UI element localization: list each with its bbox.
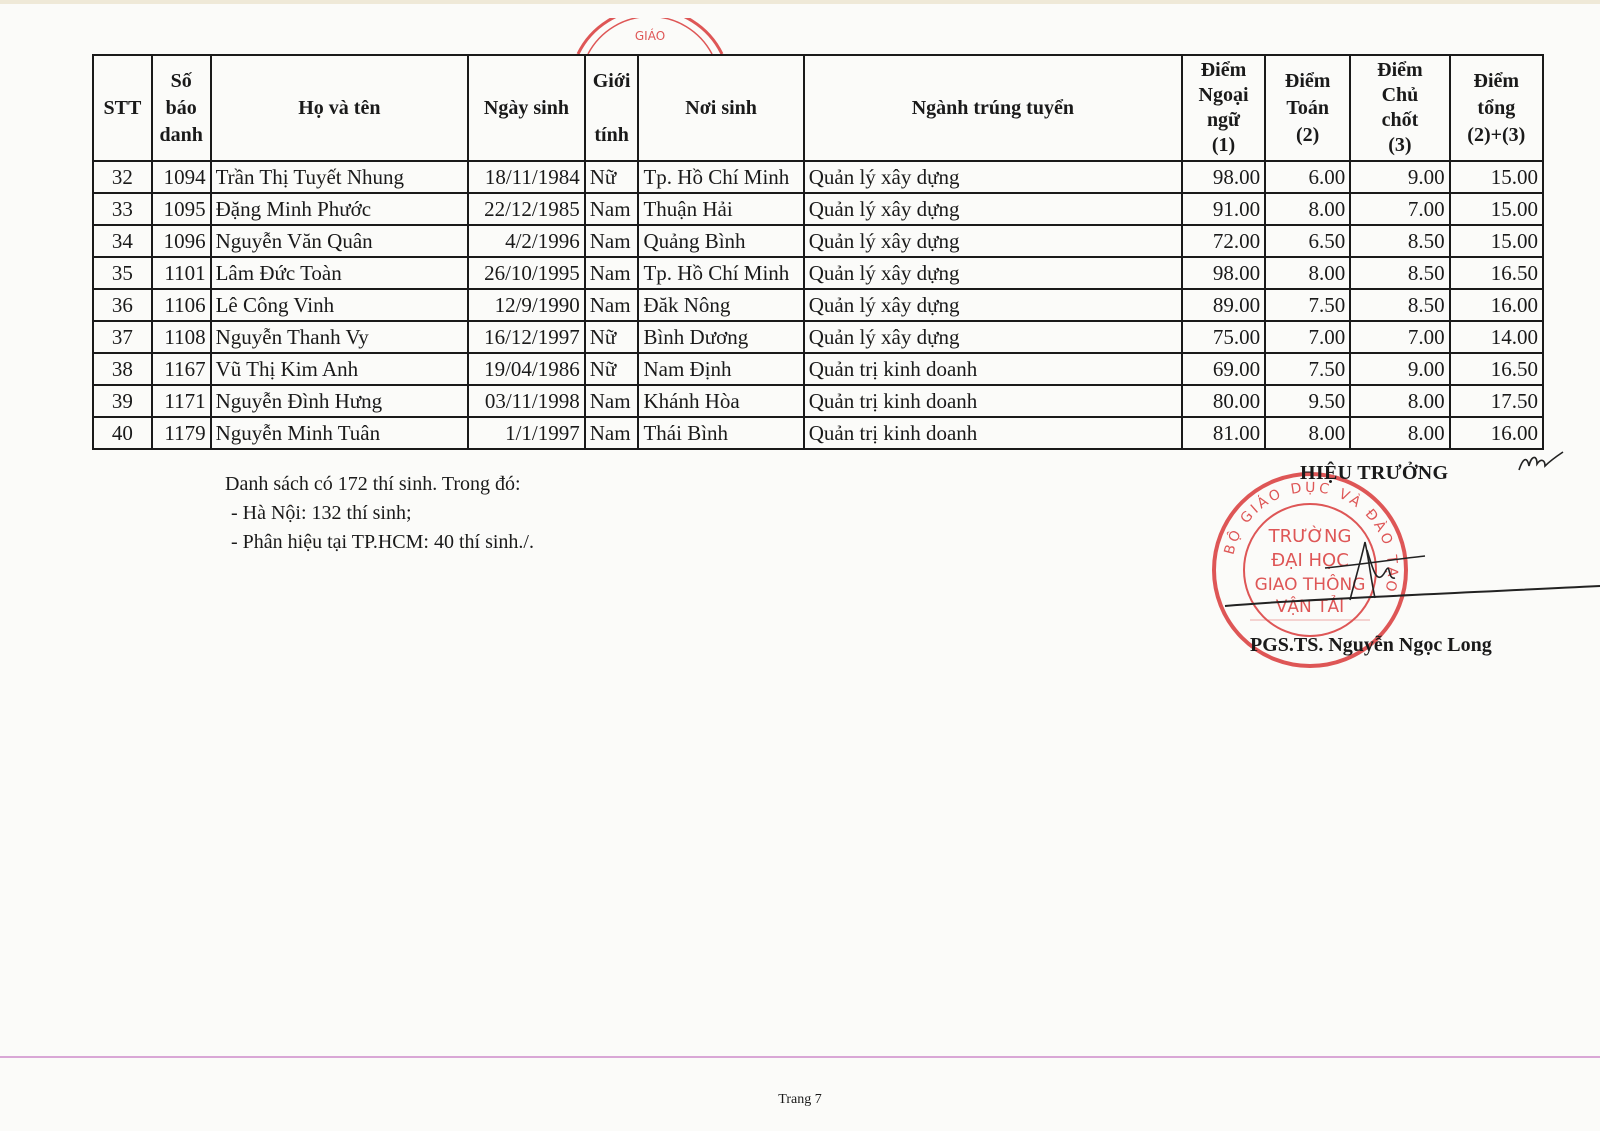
cell-stt: 33 [93, 193, 152, 225]
cell-math: 6.00 [1265, 161, 1350, 193]
table-row [93, 385, 1543, 417]
cell-name: Lâm Đức Toàn [211, 257, 469, 289]
cell-birthplace: Quảng Bình [638, 225, 803, 257]
cell-stt: 35 [93, 257, 152, 289]
cell-total: 15.00 [1450, 161, 1543, 193]
table-row [93, 321, 1543, 353]
cell-sbd: 1171 [152, 385, 211, 417]
cell-core: 8.00 [1350, 417, 1449, 449]
cell-birthplace: Bình Dương [638, 321, 803, 353]
header-diem-ngoai-ngu: Điểm Ngoại ngữ (1) [1182, 55, 1265, 161]
cell-major: Quản lý xây dựng [804, 193, 1182, 225]
cell-birthplace: Đăk Nông [638, 289, 803, 321]
header-so-bao-danh: Số báo danh [152, 55, 211, 161]
cell-foreign-lang: 81.00 [1182, 417, 1265, 449]
scan-edge [0, 0, 1600, 4]
cell-stt: 34 [93, 225, 152, 257]
cell-birthplace: Thái Bình [638, 417, 803, 449]
admission-results-table [92, 54, 1544, 450]
header-ngay-sinh: Ngày sinh [468, 55, 585, 161]
cell-name: Vũ Thị Kim Anh [211, 353, 469, 385]
cell-core: 7.00 [1350, 321, 1449, 353]
header-diem-toan: Điểm Toán (2) [1265, 55, 1350, 161]
table-row [93, 257, 1543, 289]
cell-gender: Nữ [585, 161, 639, 193]
cell-birthplace: Tp. Hồ Chí Minh [638, 161, 803, 193]
footer-rule [0, 1056, 1600, 1058]
cell-major: Quản trị kinh doanh [804, 417, 1182, 449]
header-nganh: Ngành trúng tuyển [804, 55, 1182, 161]
handwritten-signature [1215, 520, 1600, 630]
cell-gender: Nam [585, 257, 639, 289]
cell-gender: Nam [585, 225, 639, 257]
table-row [93, 161, 1543, 193]
cell-foreign-lang: 89.00 [1182, 289, 1265, 321]
cell-major: Quản lý xây dựng [804, 161, 1182, 193]
table-row [93, 193, 1543, 225]
cell-sbd: 1096 [152, 225, 211, 257]
seal-line-3: GIAO THÔNG [1254, 575, 1366, 595]
cell-dob: 26/10/1995 [468, 257, 585, 289]
cell-math: 7.50 [1265, 289, 1350, 321]
cell-dob: 12/9/1990 [468, 289, 585, 321]
cell-foreign-lang: 91.00 [1182, 193, 1265, 225]
cell-sbd: 1106 [152, 289, 211, 321]
cell-sbd: 1101 [152, 257, 211, 289]
cell-name: Trần Thị Tuyết Nhung [211, 161, 469, 193]
cell-major: Quản trị kinh doanh [804, 385, 1182, 417]
header-stt: STT [93, 55, 152, 161]
cell-foreign-lang: 69.00 [1182, 353, 1265, 385]
cell-stt: 32 [93, 161, 152, 193]
initials-mark [1515, 448, 1565, 476]
cell-gender: Nam [585, 385, 639, 417]
table-header-row [93, 55, 1543, 161]
seal-line-1: TRƯỜNG [1268, 526, 1352, 547]
cell-major: Quản lý xây dựng [804, 257, 1182, 289]
cell-foreign-lang: 75.00 [1182, 321, 1265, 353]
cell-gender: Nữ [585, 321, 639, 353]
seal-top-text: GIÁO [634, 29, 666, 43]
cell-core: 8.50 [1350, 257, 1449, 289]
cell-stt: 38 [93, 353, 152, 385]
cell-core: 8.00 [1350, 385, 1449, 417]
signer-title: HIỆU TRƯỞNG [1300, 462, 1449, 484]
cell-math: 8.00 [1265, 417, 1350, 449]
cell-stt: 36 [93, 289, 152, 321]
cell-total: 16.00 [1450, 289, 1543, 321]
cell-major: Quản lý xây dựng [804, 289, 1182, 321]
cell-foreign-lang: 98.00 [1182, 257, 1265, 289]
header-diem-chu-chot: Điểm Chủ chốt (3) [1350, 55, 1449, 161]
cell-total: 14.00 [1450, 321, 1543, 353]
seal-fragment-top [570, 18, 730, 54]
cell-gender: Nữ [585, 353, 639, 385]
cell-major: Quản lý xây dựng [804, 225, 1182, 257]
signer-name: PGS.TS. Nguyễn Ngọc Long [1250, 634, 1492, 656]
cell-dob: 03/11/1998 [468, 385, 585, 417]
cell-gender: Nam [585, 193, 639, 225]
cell-sbd: 1167 [152, 353, 211, 385]
cell-birthplace: Thuận Hải [638, 193, 803, 225]
header-noi-sinh: Nơi sinh [638, 55, 803, 161]
cell-total: 16.00 [1450, 417, 1543, 449]
cell-name: Nguyễn Văn Quân [211, 225, 469, 257]
cell-total: 17.50 [1450, 385, 1543, 417]
seal-line-4: VẬN TẢI [1275, 597, 1345, 617]
cell-core: 9.00 [1350, 161, 1449, 193]
cell-major: Quản lý xây dựng [804, 321, 1182, 353]
cell-dob: 19/04/1986 [468, 353, 585, 385]
cell-sbd: 1179 [152, 417, 211, 449]
table-row [93, 417, 1543, 449]
cell-sbd: 1094 [152, 161, 211, 193]
cell-name: Lê Công Vinh [211, 289, 469, 321]
cell-birthplace: Khánh Hòa [638, 385, 803, 417]
cell-total: 16.50 [1450, 353, 1543, 385]
cell-gender: Nam [585, 417, 639, 449]
cell-core: 8.50 [1350, 289, 1449, 321]
page-number: Trang 7 [778, 1092, 822, 1107]
cell-math: 7.50 [1265, 353, 1350, 385]
seal-ring-text: BỘ GIÁO DỤC VÀ ĐÀO TẠO [1221, 479, 1401, 596]
cell-total: 15.00 [1450, 225, 1543, 257]
summary-hcm: - Phân hiệu tại TP.HCM: 40 thí sinh./. [231, 531, 534, 553]
cell-stt: 37 [93, 321, 152, 353]
cell-gender: Nam [585, 289, 639, 321]
cell-sbd: 1108 [152, 321, 211, 353]
cell-core: 8.50 [1350, 225, 1449, 257]
cell-math: 8.00 [1265, 193, 1350, 225]
cell-dob: 18/11/1984 [468, 161, 585, 193]
cell-stt: 40 [93, 417, 152, 449]
table-row [93, 225, 1543, 257]
table-row [93, 353, 1543, 385]
cell-name: Nguyễn Thanh Vy [211, 321, 469, 353]
summary-total: Danh sách có 172 thí sinh. Trong đó: [225, 473, 521, 495]
cell-math: 7.00 [1265, 321, 1350, 353]
cell-birthplace: Tp. Hồ Chí Minh [638, 257, 803, 289]
cell-dob: 16/12/1997 [468, 321, 585, 353]
header-gioi-tinh: Giới tính [585, 55, 639, 161]
cell-core: 9.00 [1350, 353, 1449, 385]
summary-block [225, 470, 534, 557]
cell-foreign-lang: 80.00 [1182, 385, 1265, 417]
cell-stt: 39 [93, 385, 152, 417]
cell-total: 15.00 [1450, 193, 1543, 225]
cell-foreign-lang: 98.00 [1182, 161, 1265, 193]
cell-math: 6.50 [1265, 225, 1350, 257]
cell-name: Đặng Minh Phước [211, 193, 469, 225]
summary-hanoi: - Hà Nội: 132 thí sinh; [231, 502, 412, 524]
cell-birthplace: Nam Định [638, 353, 803, 385]
cell-math: 9.50 [1265, 385, 1350, 417]
table-row [93, 289, 1543, 321]
cell-name: Nguyễn Đình Hưng [211, 385, 469, 417]
cell-foreign-lang: 72.00 [1182, 225, 1265, 257]
cell-name: Nguyễn Minh Tuân [211, 417, 469, 449]
cell-major: Quản trị kinh doanh [804, 353, 1182, 385]
header-ho-ten: Họ và tên [211, 55, 469, 161]
seal-line-2: ĐẠI HỌC [1271, 550, 1349, 571]
cell-total: 16.50 [1450, 257, 1543, 289]
header-diem-tong: Điểm tổng (2)+(3) [1450, 55, 1543, 161]
cell-math: 8.00 [1265, 257, 1350, 289]
cell-dob: 1/1/1997 [468, 417, 585, 449]
cell-core: 7.00 [1350, 193, 1449, 225]
cell-dob: 4/2/1996 [468, 225, 585, 257]
cell-sbd: 1095 [152, 193, 211, 225]
cell-dob: 22/12/1985 [468, 193, 585, 225]
